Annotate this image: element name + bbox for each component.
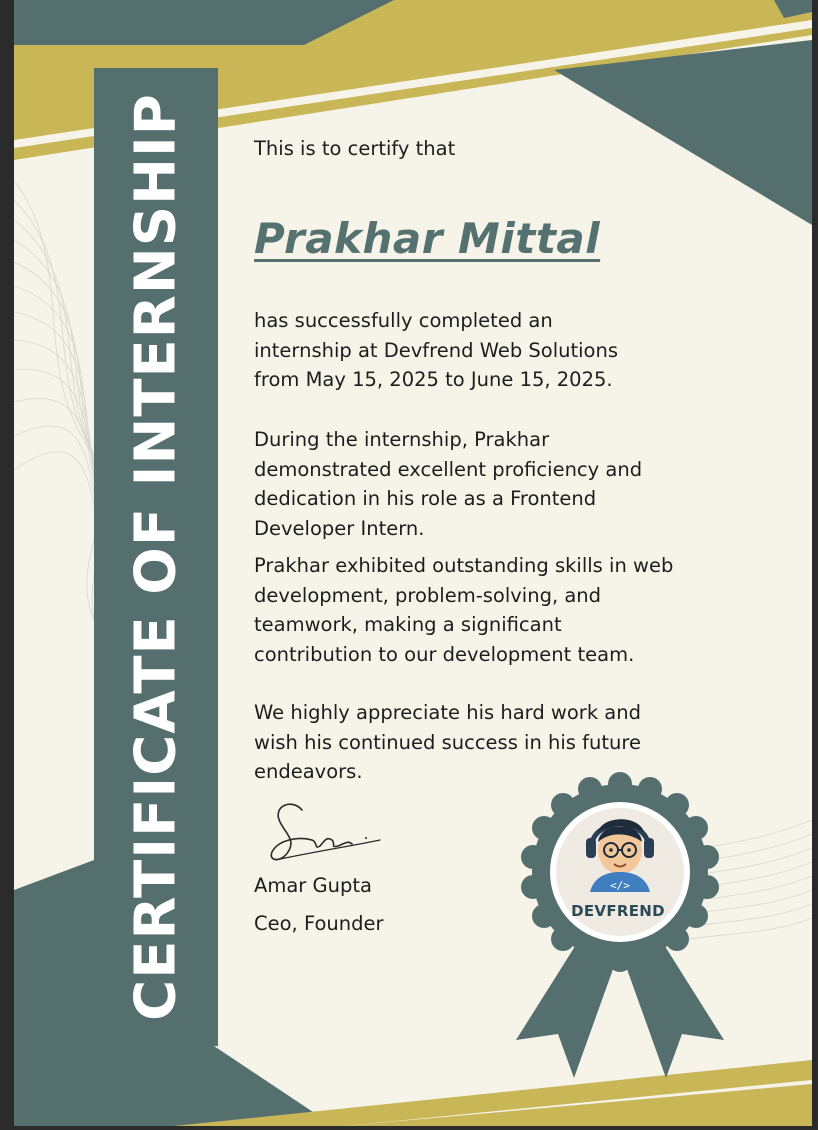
side-banner <box>94 68 218 1046</box>
devfrend-seal <box>510 772 730 1087</box>
signer-title: Ceo, Founder <box>254 912 384 935</box>
recipient-name: Prakhar Mittal <box>254 214 601 263</box>
signature-image <box>252 796 382 872</box>
signer-name: Amar Gupta <box>254 874 372 897</box>
closing-paragraph: We highly appreciate his hard work and wish his continued success in his future endeavors. <box>254 701 641 783</box>
svg-text:</>: </> <box>610 879 630 892</box>
seal-brand-text: DEVFREND <box>571 902 665 920</box>
top-right-teal-shape <box>554 40 812 225</box>
skills-paragraph: Prakhar exhibited outstanding skills in web development, problem-solving, and teamwork, making a significant contribution to our development team. <box>254 554 674 666</box>
performance-paragraph: During the internship, Prakhar demonstrated excellent proficiency and dedication in his role as a Frontend Developer Intern. <box>254 428 643 540</box>
completion-paragraph: has successfully completed an internship at Devfrend Web Solutions from May 15, 2025 to June 15, 2025. <box>254 309 619 391</box>
intro-text: This is to certify that <box>254 137 456 160</box>
certificate-title: CERTIFICATE OF INTERNSHIP <box>123 93 189 1021</box>
certificate <box>14 0 812 1126</box>
